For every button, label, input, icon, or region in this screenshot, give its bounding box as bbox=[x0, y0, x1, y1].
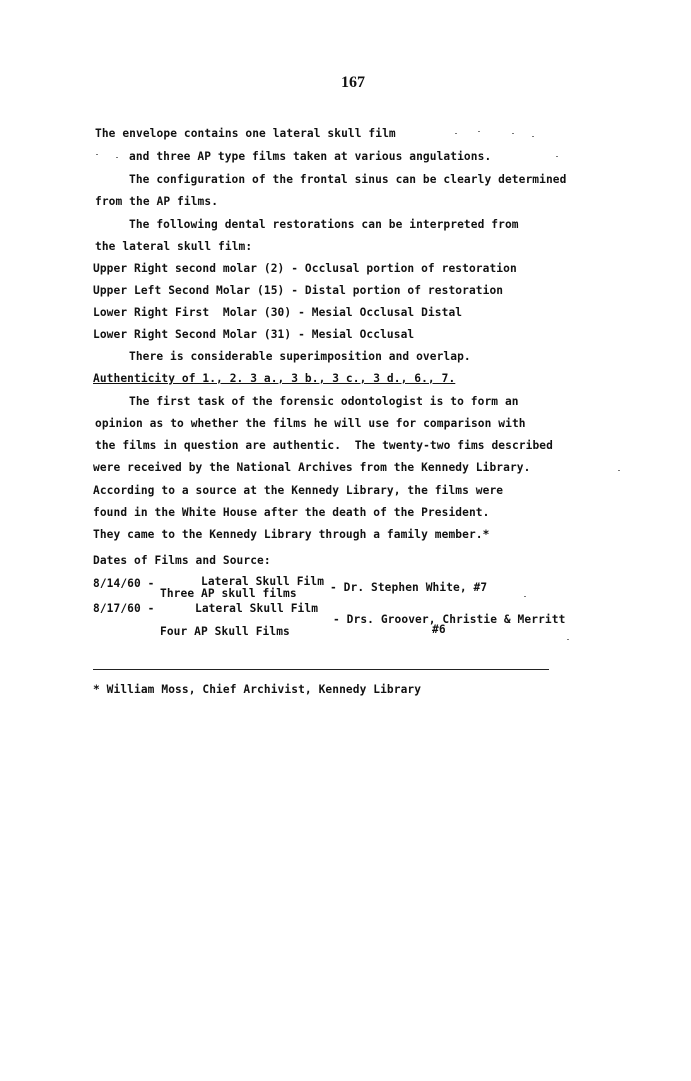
text-line: They came to the Kennedy Library through a family member.* bbox=[93, 528, 490, 541]
text-line: found in the White House after the death of the President. bbox=[93, 506, 490, 519]
scan-speck bbox=[455, 133, 457, 134]
text-line: the films in question are authentic. The twenty-two fims described bbox=[95, 439, 553, 452]
text-line: There is considerable superimposition and overlap. bbox=[129, 350, 471, 363]
scan-speck bbox=[116, 157, 118, 158]
page-number: 167 bbox=[341, 74, 365, 91]
text-line: were received by the National Archives from the Kennedy Library. bbox=[93, 461, 531, 474]
scan-speck bbox=[567, 639, 569, 640]
text-line: The first task of the forensic odontologist is to form an bbox=[129, 395, 519, 408]
scan-speck bbox=[556, 156, 558, 157]
footnote: * William Moss, Chief Archivist, Kennedy Library bbox=[93, 683, 422, 696]
text-line: the lateral skull film: bbox=[95, 240, 253, 253]
restoration-line: Lower Right Second Molar (31) - Mesial Occlusal bbox=[93, 328, 415, 341]
film-source: - Dr. Stephen White, #7 bbox=[330, 581, 488, 594]
restoration-line: Upper Left Second Molar (15) - Distal portion of restoration bbox=[93, 284, 504, 297]
section-heading: Authenticity of 1., 2. 3 a., 3 b., 3 c., 3 d., 6., 7. bbox=[93, 372, 456, 385]
film-source: - Drs. Groover, Christie & Merritt bbox=[333, 613, 566, 626]
scan-speck bbox=[512, 133, 514, 134]
scan-speck bbox=[524, 596, 526, 597]
film-source-number: #6 bbox=[432, 623, 446, 636]
scan-speck bbox=[618, 470, 620, 471]
scan-speck bbox=[532, 136, 534, 137]
text-line: The envelope contains one lateral skull film bbox=[95, 127, 396, 140]
restoration-line: Upper Right second molar (2) - Occlusal portion of restoration bbox=[93, 262, 517, 275]
text-line: and three AP type films taken at various angulations. bbox=[129, 150, 492, 163]
film-description: Four AP Skull Films bbox=[160, 625, 290, 638]
footnote-divider bbox=[93, 669, 549, 670]
text-line: opinion as to whether the films he will use for comparison with bbox=[95, 417, 526, 430]
scan-speck bbox=[96, 154, 98, 155]
text-line: from the AP films. bbox=[95, 195, 219, 208]
film-description: Lateral Skull Film bbox=[201, 575, 325, 588]
text-line: The configuration of the frontal sinus can be clearly determined bbox=[129, 173, 567, 186]
film-date: 8/17/60 - bbox=[93, 602, 155, 615]
film-date: 8/14/60 - bbox=[93, 577, 155, 590]
scan-speck bbox=[478, 131, 480, 132]
dates-heading: Dates of Films and Source: bbox=[93, 554, 271, 567]
text-line: The following dental restorations can be interpreted from bbox=[129, 218, 519, 231]
restoration-line: Lower Right First Molar (30) - Mesial Occlusal Distal bbox=[93, 306, 463, 319]
text-line: According to a source at the Kennedy Library, the films were bbox=[93, 484, 504, 497]
film-description: Lateral Skull Film bbox=[195, 602, 319, 615]
film-description: Three AP skull films bbox=[160, 587, 297, 600]
